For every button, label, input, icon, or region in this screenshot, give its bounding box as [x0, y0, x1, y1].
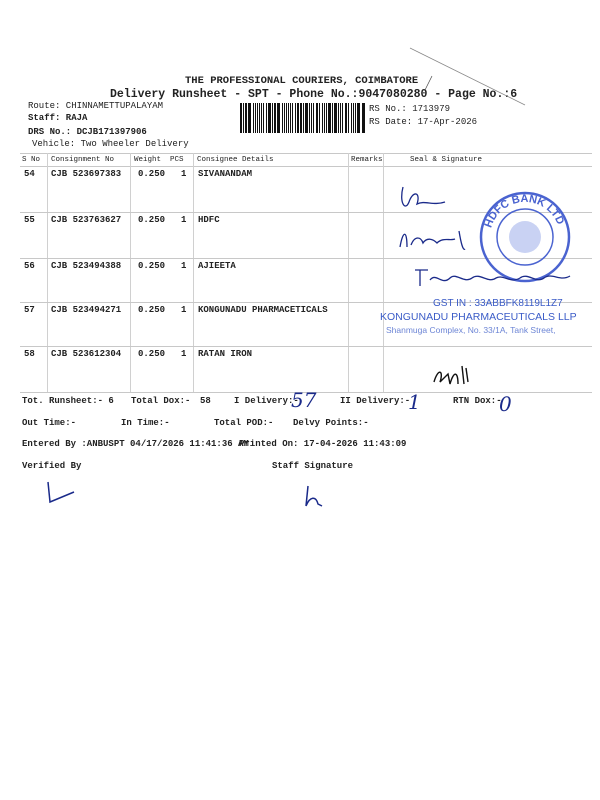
cell-sno: 57	[24, 305, 35, 315]
signature-row-54	[395, 182, 455, 217]
cell-cn: CJB 523494388	[51, 261, 122, 271]
staff-signature-label: Staff Signature	[272, 461, 354, 471]
header-consignment: Consignment No	[51, 156, 115, 164]
total-dox-label: Total Dox:-	[131, 396, 191, 406]
rtn-dox-value: 0	[499, 392, 512, 416]
rs-date: RS Date: 17-Apr-2026	[369, 117, 478, 127]
staff: Staff: RAJA	[28, 113, 88, 123]
cell-pcs: 1	[181, 261, 187, 271]
signature-row-58	[428, 362, 478, 390]
header-seal: Seal & Signature	[410, 156, 483, 164]
route: Route: CHINNAMETTUPALAYAM	[28, 101, 164, 111]
rs-number: RS No.: 1713979	[369, 104, 451, 114]
cell-cn: CJB 523494271	[51, 305, 122, 315]
barcode	[240, 103, 366, 133]
cell-cn: CJB 523612304	[51, 349, 122, 359]
out-time: Out Time:-	[22, 418, 77, 428]
header-remarks: Remarks	[351, 156, 383, 164]
cell-consignee: RATAN IRON	[198, 349, 253, 359]
cell-pcs: 1	[181, 305, 187, 315]
printed-on: Printed On: 17-04-2026 11:43:09	[239, 439, 407, 449]
cell-weight: 0.250	[138, 305, 166, 315]
cell-consignee: HDFC	[198, 215, 220, 225]
staff-signature	[300, 484, 330, 512]
cell-consignee: AJIEETA	[198, 261, 236, 271]
cell-cn: CJB 523763627	[51, 215, 122, 225]
verified-signature	[40, 478, 80, 508]
total-dox-value: 58	[200, 396, 211, 406]
header-pcs: PCS	[170, 156, 184, 164]
vehicle: Vehicle: Two Wheeler Delivery	[32, 139, 189, 149]
tot-runsheet: Tot. Runsheet:- 6	[22, 396, 114, 406]
cell-pcs: 1	[181, 169, 187, 179]
cell-weight: 0.250	[138, 169, 166, 179]
cell-weight: 0.250	[138, 349, 166, 359]
i-delivery-value: 57	[291, 388, 317, 412]
delvy-points: Delvy Points:-	[293, 418, 369, 428]
hdfc-stamp-text: HDFC BANK LTD	[482, 192, 567, 230]
cell-weight: 0.250	[138, 215, 166, 225]
cell-weight: 0.250	[138, 261, 166, 271]
cell-pcs: 1	[181, 349, 187, 359]
in-time: In Time:-	[121, 418, 170, 428]
verified-by-label: Verified By	[22, 461, 82, 471]
cell-consignee: KONGUNADU PHARMACETICALS	[198, 305, 328, 315]
rtn-dox-label: RTN Dox:-	[453, 396, 502, 406]
signature-row-55	[395, 225, 475, 255]
cell-cn: CJB 523697383	[51, 169, 122, 179]
cell-sno: 55	[24, 215, 35, 225]
ii-delivery-value: 1	[408, 390, 421, 414]
address-stamp: Shanmuga Complex, No. 33/1A, Tank Street,	[386, 325, 556, 335]
signature-row-56	[410, 262, 580, 292]
scan-mark	[400, 40, 540, 110]
header-sno: S No	[22, 156, 41, 164]
i-delivery-label: I Delivery:-	[234, 396, 299, 406]
company-title: THE PROFESSIONAL COURIERS, COIMBATORE	[185, 75, 419, 87]
cell-consignee: SIVANANDAM	[198, 169, 253, 179]
header-consignee: Consignee Details	[197, 156, 274, 164]
company-stamp: KONGUNADU PHARMACEUTICALS LLP	[380, 311, 577, 323]
header-weight: Weight	[134, 156, 162, 164]
ii-delivery-label: II Delivery:-	[340, 396, 411, 406]
cell-sno: 54	[24, 169, 35, 179]
drs-number: DRS No.: DCJB171397906	[28, 127, 147, 137]
cell-pcs: 1	[181, 215, 187, 225]
cell-sno: 58	[24, 349, 35, 359]
row-divider	[20, 346, 592, 347]
cell-sno: 56	[24, 261, 35, 271]
gst-stamp: GST IN : 33ABBFK8119L1Z7	[433, 298, 563, 309]
total-pod: Total POD:-	[214, 418, 274, 428]
entered-by: Entered By :ANBUSPT 04/17/2026 11:41:36 AM	[22, 439, 249, 449]
runsheet-subtitle: Delivery Runsheet - SPT - Phone No.:9047080280 - Page No.:6	[110, 88, 518, 101]
